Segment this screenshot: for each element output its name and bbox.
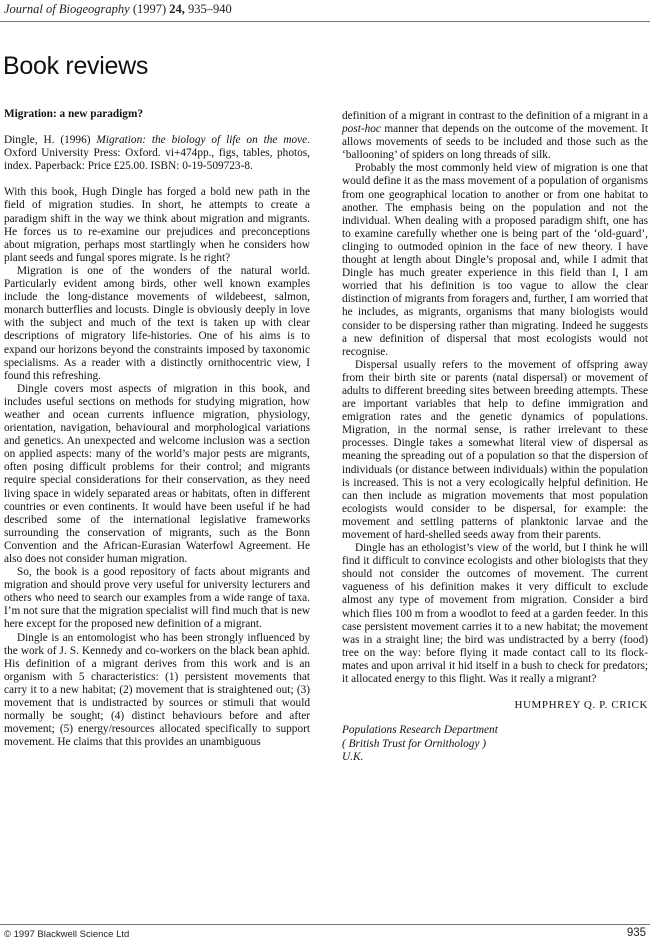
affiliation-line: ( British Trust for Ornithology ) — [342, 737, 487, 750]
body-paragraph — [342, 110, 648, 162]
body-text: definition of a migrant in contrast to the definition of a migrant in a — [342, 110, 648, 122]
journal-name: Journal of Biogeography — [4, 2, 130, 16]
body-paragraph: So, the book is a good repository of facts about migrants and migration and should prove very useful for university lecturers and others who need to search our examples from a wide range of taxa. I’m not sure that the migration specialist will find much that is new here except for the proposed new definition of a migrant. — [4, 566, 310, 631]
reviewer-name: HUMPHREY Q. P. CRICK — [514, 699, 648, 712]
body-text-italic: post-hoc — [342, 123, 381, 136]
journal-year: (1997) — [132, 2, 167, 16]
body-paragraph: Dingle has an ethologist’s view of the world, but I think he will find it difficult to convince ecologists and other biologists that they should not consider the outcomes of movement. The current vagueness of his definition makes it very difficult to exclude almost any type of movement from migration. Consider a bird which flies 100 m from a woodlot to feed at a garden feeder. In this case persistent movement carries it to a new habitat; the movement was in a straight line; the bird was undistracted by a berry (food) tree on the way: before flying it made contact call to its flock-mates and upon arrival it hid itself in a bush to check for predators; it allocated energy to this flight. Was it really a migrant? — [342, 542, 648, 686]
page-number: 935 — [626, 927, 646, 939]
body-text: manner that depends on the outcome of the movement. It allows movements of seeds to be included and those such as the ‘ballooning’ of spiders on long threads of silk. — [342, 123, 648, 162]
copyright-notice: © 1997 Blackwell Science Ltd — [4, 929, 130, 940]
body-paragraph: Dingle covers most aspects of migration in this book, and includes useful sections on methods for studying migration, how weather and ocean currents influence migration, physiology, orientation, navigation, behavioural and morphological variations and genetics. An unexpected and welcome inclusion was a section on applied aspects: many of the world’s major pests are migrants, often posing difficult problems for their control; and migrants require special considerations for their conservation, as they need living space in widely separated areas or habitats, often in different countries or even continents. It would have been useful if he had described some of the international legislative frameworks surrounding the conservation of migrants, such as the Bonn Convention and the African-Eurasian Waterfowl Agreement. He also does not consider human migration. — [4, 382, 310, 565]
journal-pages: 935–940 — [188, 2, 232, 16]
body-paragraph: Dispersal usually refers to the movement of offspring away from their birth site or parents (natal dispersal) or movement of adults to different breeding sites between breeding attempts. These are important variables that help to define immigration and emigration rates and the genetic dynamics of populations. Migration, in the normal sense, is rather irrelevant to these processes. Dingle takes a somewhat literal view of dispersal as meaning the spreading out of a population so that the dispersion of individuals (or distance between individuals) within the population is increased. This is not a very ecologically helpful definition. He can then include as migration movements that most population ecologists would consider to be dispersal, for example: the movement and settling patterns of planktonic larvae and the movement of hard-shelled seeds away from their parents. — [342, 358, 648, 541]
citation-author: Dingle, H. (1996) — [4, 134, 97, 147]
right-column — [342, 110, 648, 764]
affiliation-line: U.K. — [342, 750, 364, 763]
footer-rule — [0, 924, 650, 925]
body-paragraph: With this book, Hugh Dingle has forged a bold new path in the field of migration studies. In short, he attempts to create a paradigm shift in the way we think about migration and migrants. He forces us to re-examine our prejudices and preconceptions about migration, perhaps most startlingly when he considers how plant seeds and fungal spores migrate. Is he right? — [4, 186, 310, 264]
citation-book-title: Migration: the biology of life on the move — [96, 134, 308, 147]
body-paragraph: Probably the most commonly held view of migration is one that would define it as the mass movement of a population of organisms from one geographical location to another or from one habitat to another. The emphasis being on the population and not the individual. When dealing with a proposed paradigm shift, one has to examine carefully whether one is being part of the ‘old-guard’, clinging to outmoded opinion in the face of new theory. I have thought at length about Dingle’s proposal and, while I admit that Dingle has much greater experience in this field than I, I am worried that his definition is too vague to allow the clear distinction of migrants from foragers and, further, I am worried that he includes, as migrants, organisms that many biologists would consider to be dispersing rather than migrating. Indeed he suggests a new definition of dispersal that most ecologists would not recognise. — [342, 162, 648, 358]
left-column — [4, 108, 310, 749]
running-head — [4, 2, 232, 17]
review-title: Migration: a new paradigm? — [4, 108, 144, 120]
body-paragraph: Migration is one of the wonders of the natural world. Particularly evident among birds, other well known examples include the long-distance movements of wildebeest, salmon, monarch butterflies and locusts. Dingle is obviously deeply in love with the subject and much of the text is taken up with clear descriptions of migratory life-histories. One of his aims is to expand our horizons beyond the constraints imposed by taxonomic specialisms. As a reader with a distinctly ornithocentric view, I found this refreshing. — [4, 264, 310, 382]
book-citation — [4, 134, 310, 173]
citation-details: . Oxford University Press: Oxford. vi+474pp., figs, tables, photos, index. Paperback: Price £25.00. ISBN: 0-19-509723-8. — [4, 134, 310, 173]
body-paragraph: Dingle is an entomologist who has been strongly influenced by the work of J. S. Kennedy and co-workers on the black bean aphid. His definition of a migrant derives from this work and is an organism with 5 characteristics: (1) persistent movements that carry it to a new habitat; (2) movement that is straightened out; (3) movement that is undistracted by sources or stimuli that would normally be sought; (4) distinct behaviours before and after movement; (5) energy/resources allocated specifically to support movement. He claims that this provides an unambiguous — [4, 631, 310, 749]
reviewer-affiliation — [342, 724, 648, 764]
header-rule — [0, 21, 650, 22]
journal-volume: 24, — [169, 2, 185, 16]
affiliation-line: Populations Research Department — [342, 724, 498, 737]
section-title: Book reviews — [3, 52, 149, 80]
